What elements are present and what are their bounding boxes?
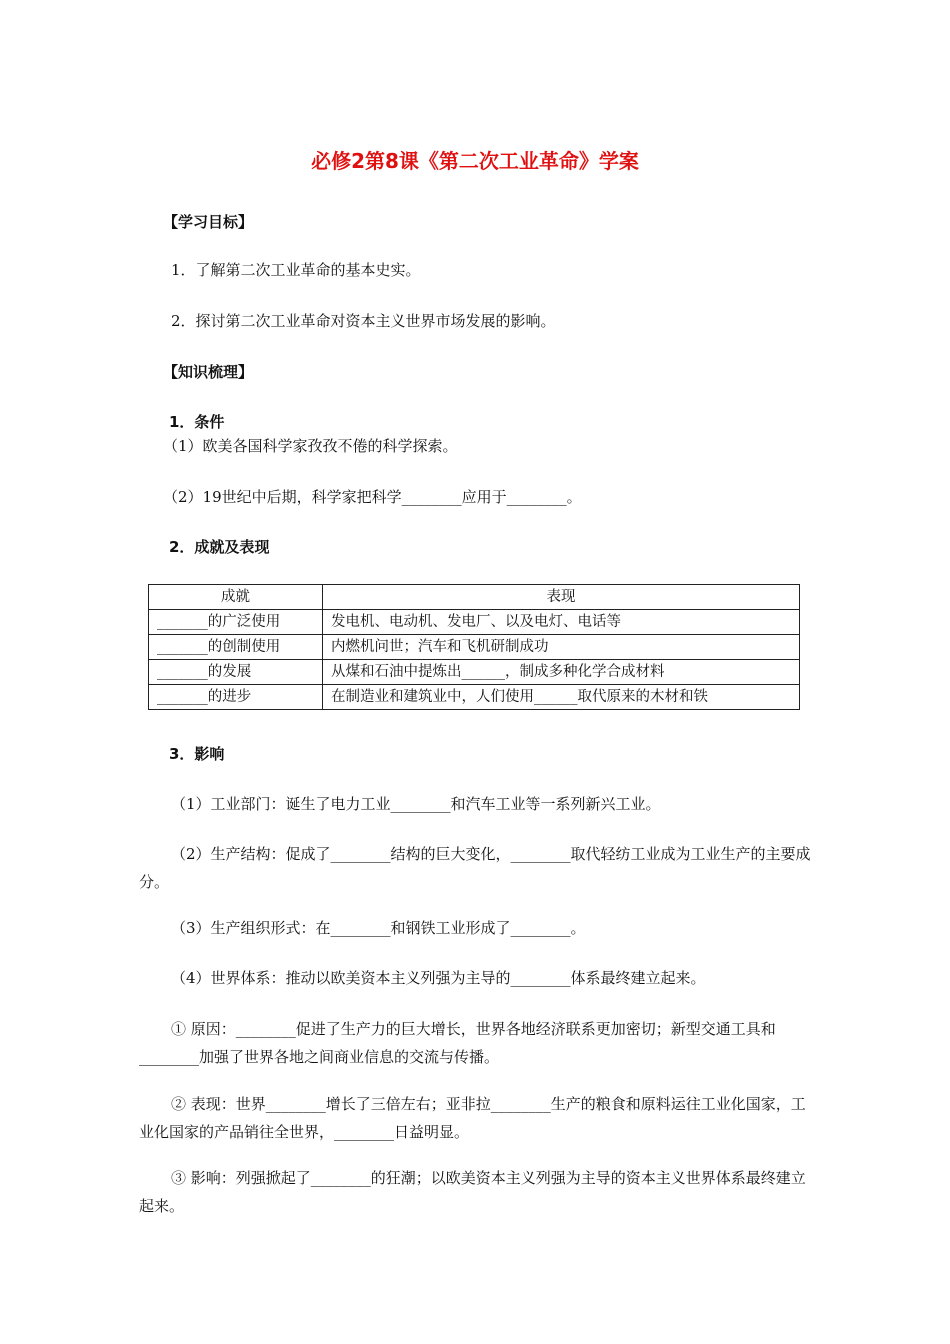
performance-cell: 内燃机问世；汽车和飞机研制成功 xyxy=(323,635,800,660)
performance-cell: 在制造业和建筑业中，人们使用______取代原来的木材和铁 xyxy=(323,685,800,710)
table-row xyxy=(149,660,800,685)
achievement-cell: _______的发展 xyxy=(149,660,323,685)
impact-performance: ② 表现：世界________增长了三倍左右；亚非拉________生产的粮食和原料运往工业化国家，工业化国家的产品销往全世界，________日益明显。 xyxy=(139,1095,806,1141)
page-title: 必修2第8课《第二次工业革命》学案 xyxy=(311,149,639,173)
table-row xyxy=(149,685,800,710)
impact-effect: ③ 影响：列强掀起了________的狂潮；以欧美资本主义列强为主导的资本主义世界体系最终建立起来。 xyxy=(139,1169,806,1215)
achievement-cell: _______的广泛使用 xyxy=(149,610,323,635)
impact-item-1: （1）工业部门：诞生了电力工业________和汽车工业等一系列新兴工业。 xyxy=(171,795,661,813)
achievement-cell: _______的创制使用 xyxy=(149,635,323,660)
impact-item-4: （4）世界体系：推动以欧美资本主义列强为主导的________体系最终建立起来。 xyxy=(171,969,706,987)
section-3-heading: 3．影响 xyxy=(169,745,225,763)
table-header-row xyxy=(149,585,800,610)
knowledge-heading: 【知识梳理】 xyxy=(163,363,254,381)
header-performance: 表现 xyxy=(323,585,800,610)
table-row xyxy=(149,635,800,660)
impact-reason: ① 原因：________促进了生产力的巨大增长，世界各地经济联系更加密切；新型交通工具和________加强了世界各地之间商业信息的交流与传播。 xyxy=(139,1020,776,1066)
learning-goals-heading: 【学习目标】 xyxy=(163,213,254,231)
condition-item-1: （1）欧美各国科学家孜孜不倦的科学探索。 xyxy=(163,437,458,455)
condition-item-2: （2）19世纪中后期，科学家把科学________应用于________。 xyxy=(163,488,582,506)
goal-item-1: 1．了解第二次工业革命的基本史实。 xyxy=(171,261,421,279)
impact-item-2: （2）生产结构：促成了________结构的巨大变化，________取代轻纺工业成为工业生产的主要成分。 xyxy=(139,845,811,891)
section-2-heading: 2．成就及表现 xyxy=(169,538,270,556)
header-achievement: 成就 xyxy=(149,585,323,610)
performance-cell: 发电机、电动机、发电厂、以及电灯、电话等 xyxy=(323,610,800,635)
achievements-table xyxy=(148,584,800,710)
goal-item-2: 2．探讨第二次工业革命对资本主义世界市场发展的影响。 xyxy=(171,312,556,330)
table-row xyxy=(149,610,800,635)
achievement-cell: _______的进步 xyxy=(149,685,323,710)
performance-cell: 从煤和石油中提炼出______，制成多种化学合成材料 xyxy=(323,660,800,685)
section-1-heading: 1．条件 xyxy=(169,413,225,431)
impact-item-3: （3）生产组织形式：在________和钢铁工业形成了________。 xyxy=(171,919,586,937)
